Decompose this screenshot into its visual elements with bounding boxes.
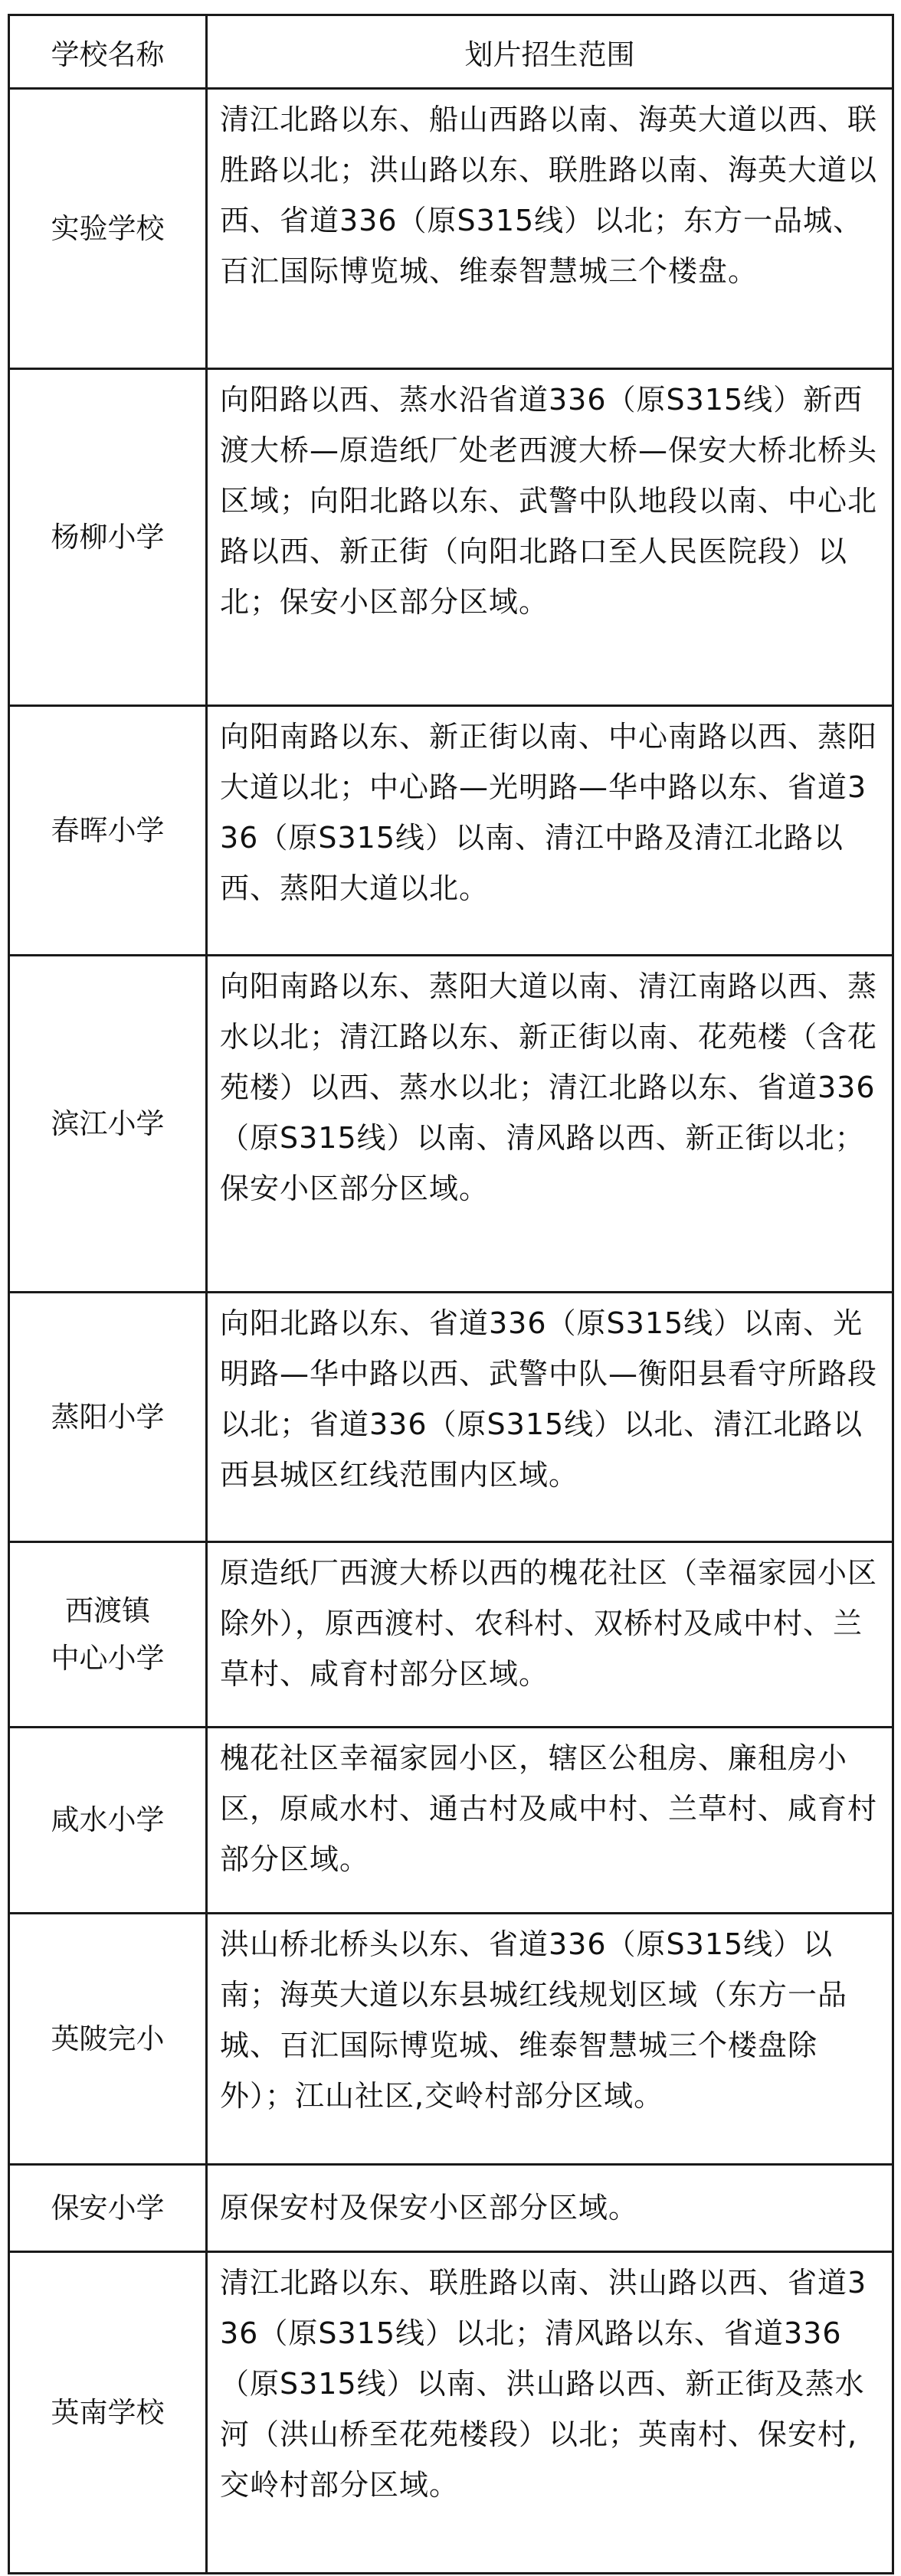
- range-cell: 向阳北路以东、省道336（原S315线）以南、光明路—华中路以西、武警中队—衡阳县看守所路段以北；省道336（原S315线）以北、清江北路以西县城区红线范围内区域。: [207, 1293, 893, 1542]
- school-name-cell: [9, 89, 207, 369]
- school-name: 保安小学: [51, 2191, 165, 2225]
- table-row: [9, 706, 893, 956]
- enrollment-zone-table: [8, 14, 894, 2574]
- school-name-cell: [9, 1728, 207, 1914]
- school-name: 西渡镇 中心小学: [51, 1594, 165, 1675]
- table-row: [9, 89, 893, 369]
- school-name-cell: [9, 2252, 207, 2574]
- range-cell: 洪山桥北桥头以东、省道336（原S315线）以南；海英大道以东县城红线规划区域（东方一品城、百汇国际博览城、维泰智慧城三个楼盘除外）；江山社区,交岭村部分区域。: [207, 1914, 893, 2165]
- table-row: [9, 2165, 893, 2252]
- school-name-cell: [9, 1542, 207, 1728]
- header-school-name: 学校名称: [9, 15, 207, 89]
- range-cell: 清江北路以东、船山西路以南、海英大道以西、联胜路以北；洪山路以东、联胜路以南、海英大道以西、省道336（原S315线）以北；东方一品城、百汇国际博览城、维泰智慧城三个楼盘。: [207, 89, 893, 369]
- school-name: 咸水小学: [51, 1803, 165, 1836]
- school-name-cell: [9, 1293, 207, 1542]
- table-row: [9, 1914, 893, 2165]
- table-row: [9, 1728, 893, 1914]
- school-name: 春晖小学: [51, 813, 165, 847]
- school-name: 英陂完小: [51, 2022, 165, 2055]
- range-cell: 向阳南路以东、蒸阳大道以南、清江南路以西、蒸水以北；清江路以东、新正街以南、花苑楼（含花苑楼）以西、蒸水以北；清江北路以东、省道336（原S315线）以南、清风路以西、新正街以北；保安小区部分区域。: [207, 956, 893, 1293]
- school-name: 杨柳小学: [51, 520, 165, 554]
- school-name: 滨江小学: [51, 1107, 165, 1140]
- school-name-cell: [9, 1914, 207, 2165]
- range-cell: 原造纸厂西渡大桥以西的槐花社区（幸福家园小区除外），原西渡村、农科村、双桥村及咸中村、兰草村、咸育村部分区域。: [207, 1542, 893, 1728]
- header-enrollment-range: 划片招生范围: [207, 15, 893, 89]
- school-name: 英南学校: [51, 2395, 165, 2429]
- school-name-cell: [9, 956, 207, 1293]
- table-row: [9, 2252, 893, 2574]
- header-row: [9, 15, 893, 89]
- school-name: 实验学校: [51, 211, 165, 245]
- school-name-cell: [9, 369, 207, 706]
- table-row: [9, 956, 893, 1293]
- school-name-cell: [9, 706, 207, 956]
- table-row: [9, 1293, 893, 1542]
- range-cell: 向阳南路以东、新正街以南、中心南路以西、蒸阳大道以北；中心路—光明路—华中路以东、省道336（原S315线）以南、清江中路及清江北路以西、蒸阳大道以北。: [207, 706, 893, 956]
- range-cell: 清江北路以东、联胜路以南、洪山路以西、省道336（原S315线）以北；清风路以东、省道336（原S315线）以南、洪山路以西、新正街及蒸水河（洪山桥至花苑楼段）以北；英南村、保安村, 交岭村部分区域。: [207, 2252, 893, 2574]
- range-cell: 槐花社区幸福家园小区，辖区公租房、廉租房小区，原咸水村、通古村及咸中村、兰草村、咸育村部分区域。: [207, 1728, 893, 1914]
- school-name: 蒸阳小学: [51, 1400, 165, 1433]
- school-name-cell: [9, 2165, 207, 2252]
- range-cell: 原保安村及保安小区部分区域。: [207, 2165, 893, 2252]
- table-row: [9, 369, 893, 706]
- range-cell: 向阳路以西、蒸水沿省道336（原S315线）新西渡大桥—原造纸厂处老西渡大桥—保安大桥北桥头区域；向阳北路以东、武警中队地段以南、中心北路以西、新正街（向阳北路口至人民医院段）以北；保安小区部分区域。: [207, 369, 893, 706]
- table-row: [9, 1542, 893, 1728]
